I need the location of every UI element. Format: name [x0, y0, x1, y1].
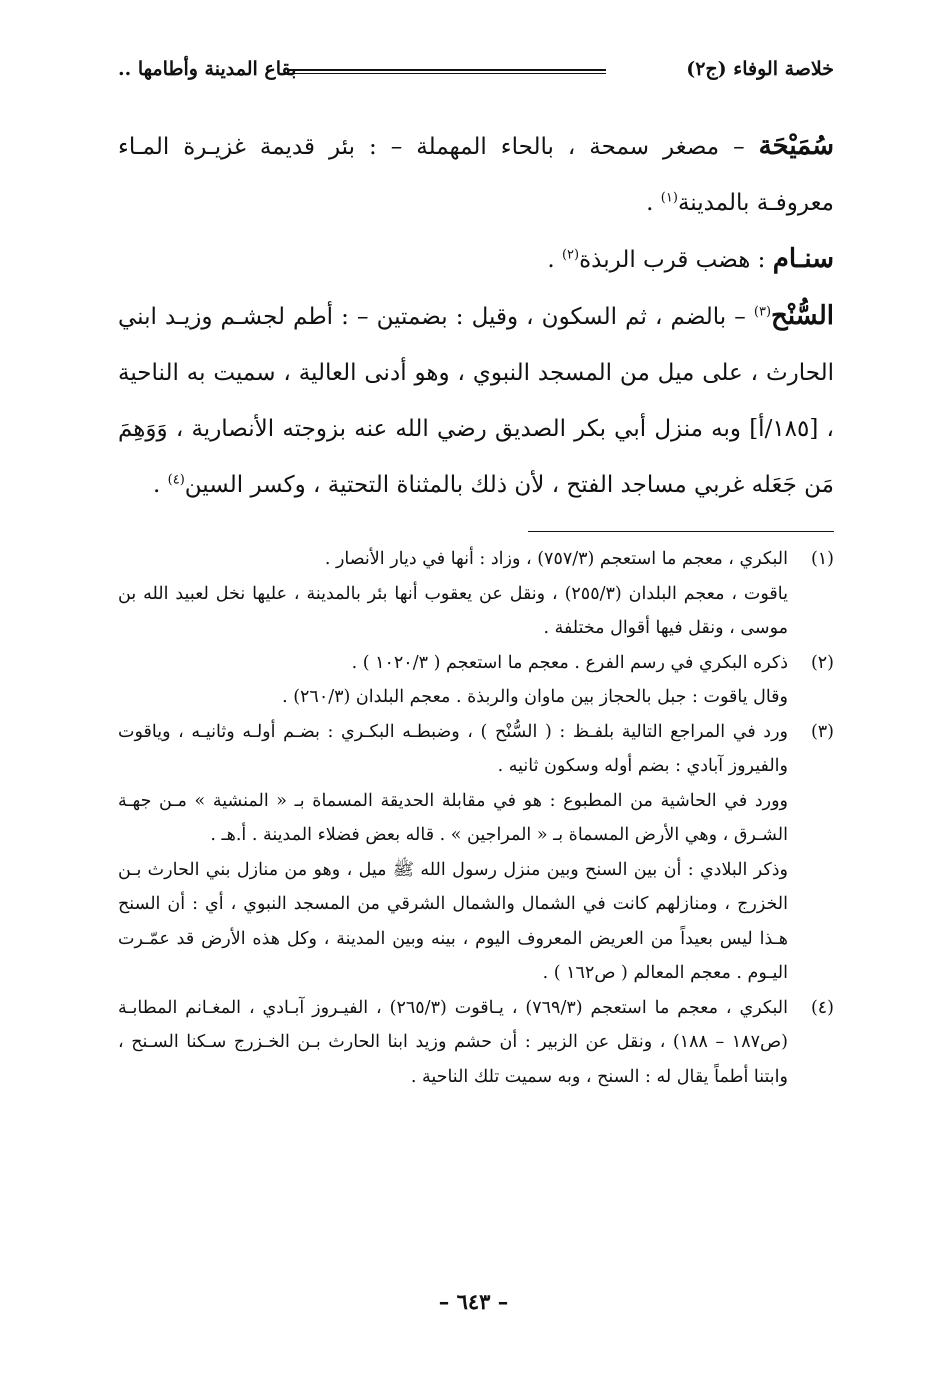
header-rule	[288, 69, 606, 74]
entry-text: – بالضم ، ثم السكون ، وقيل : بضمتين – : أطم لجشـم وزيـد ابني الحارث ، على ميل من المسجد النبوي ، وهو أدنى العالية ، سميت به الناحية ، [١٨٥/أ] وبه منزل أبي بكر الصديق رضي الله عنه بزوجته الأنصارية ، وَوَهِمَ مَن جَعَله غربي مساجد الفتح ، لأن ذلك بالمثناة التحتية ، وكسر السين	[118, 304, 834, 498]
page-number: – ٦٤٣ –	[438, 1289, 509, 1314]
header-section: بقاع المدينة وأطامها ..	[118, 58, 297, 80]
footnote-text: البكري ، معجم ما استعجم (٧٦٩/٣) ، يـاقوت (٢٦٥/٣) ، الفيـروز آبـادي ، المغـانم المطابـة (ص١٨٧ – ١٨٨) ، ونقل عن الزبير : أن حشم وزيد ابنا الحارث بـن الخـزرج سـكنا السـنح ، وابتنا أطماً يقال له : السنح ، وبه سميت تلك الناحية .	[118, 997, 788, 1087]
footnote-text: البكري ، معجم ما استعجم (٧٥٧/٣) ، وزاد : أنها في ديار الأنصار .	[324, 549, 788, 569]
entry-term: السُّنْح	[771, 301, 834, 331]
entry-sanam	[118, 231, 834, 288]
footnote-number: (١)	[810, 549, 834, 569]
footnote-text: ورد في المراجع التالية بلفـظ : ( السُّنْح ) ، وضبطـه البكـري : بضـم أولـه وثانيـه ، وياقوت والفيروز آبادي : بضم أوله وسكون ثانيه .	[118, 721, 788, 776]
footnote-text: وقال ياقوت : جبل بالحجاز بين ماوان والربذة . معجم البلدان (٢٦٠/٣) .	[282, 687, 788, 707]
entry-term: سُمَيْحَة	[758, 131, 834, 161]
footnote-ref: (٣)	[753, 304, 772, 320]
footnotes	[118, 542, 834, 1094]
footnote-text: ياقوت ، معجم البلدان (٢٥٥/٣) ، ونقل عن يعقوب أنها بئر بالمدينة ، عليها نخل لعبيد الله بن موسى ، ونقل فيها أقوال مختلفة .	[118, 583, 788, 638]
footnote-ref: (٢)	[561, 247, 580, 263]
footnote-1	[118, 542, 834, 646]
footnote-divider	[528, 531, 834, 532]
footnote-ref: (٤)	[167, 472, 185, 488]
footnote-ref: (١)	[660, 190, 678, 206]
entry-text: – مصغر سمحة ، بالحاء المهملة – : بئر قديمة غزيـرة المـاء معروفـة بالمدينة	[118, 134, 834, 216]
footnote-number: (٣)	[810, 721, 834, 742]
entry-text: : هضب قرب الربذة	[579, 247, 773, 273]
entry-text-end: .	[547, 247, 562, 273]
footnote-4	[118, 991, 834, 1095]
entry-sumaiha	[118, 118, 834, 231]
footnote-3	[118, 715, 834, 991]
footnote-2	[118, 646, 834, 715]
footnote-text: وورد في الحاشية من المطبوع : هو في مقابلة الحديقة المسماة بـ « المنشية » مـن جهـة الشـرق ، وهي الأرض المسماة بـ « المراجين » . قاله بعض فضلاء المدينة . أ.هـ .	[118, 790, 788, 845]
header-title: خلاصة الوفاء (ج٢)	[686, 58, 834, 80]
footnote-text: وذكر البلادي : أن بين السنح وبين منزل رسول الله ﷺ ميل ، وهو من منازل بني الحارث بـن الخزرج ، ومنازلهم كانت في الشمال والشمال الشرقي من المسجد النبوي ، أي : أن السنح هـذا ليس بعيداً من العريض المعروف اليوم ، بينه وبين المدينة ، وكل هذه الأرض قد عمّـرت اليـوم . معجم المعالم ( ص١٦٢ ) .	[118, 859, 788, 983]
entry-text-end: .	[646, 190, 661, 216]
main-text	[118, 118, 834, 513]
footnote-number: (٢)	[810, 652, 834, 673]
footnote-number: (٤)	[810, 997, 834, 1018]
entry-text-end: .	[153, 472, 168, 498]
entry-term: سنـام	[772, 244, 834, 274]
running-header	[118, 56, 834, 86]
footnote-text: ذكره البكري في رسم الفرع . معجم ما استعجم ( ١٠٢٠/٣ ) .	[351, 652, 788, 673]
entry-sunh	[118, 288, 834, 513]
